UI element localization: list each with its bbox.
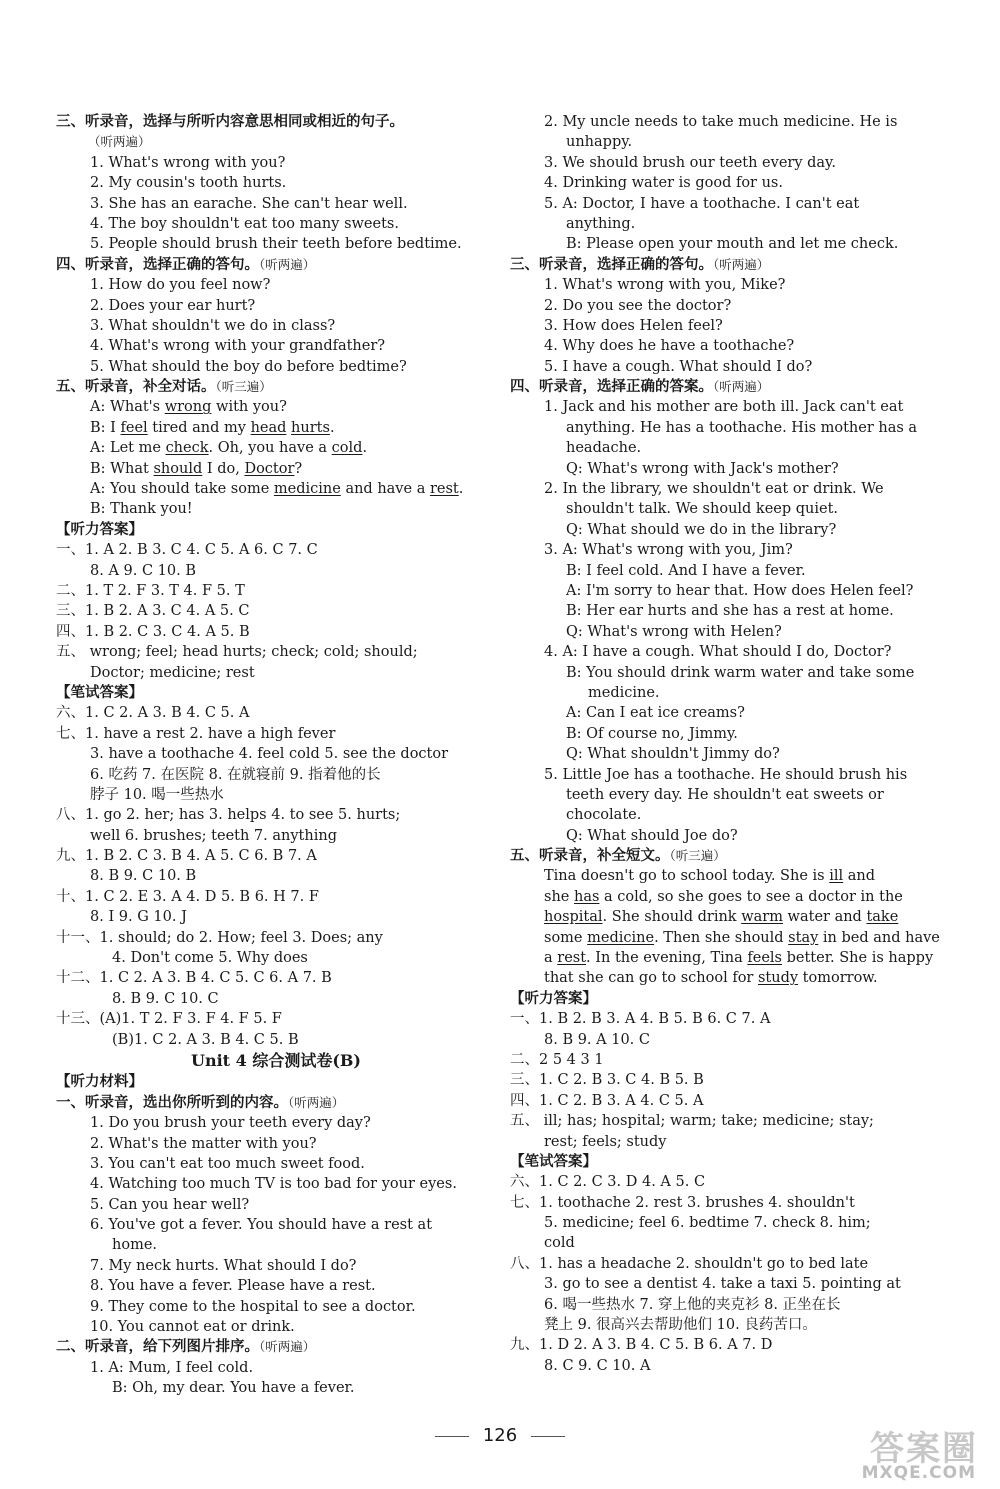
watermark-logo — [832, 1421, 982, 1483]
fill-in-answer: feels — [747, 950, 782, 967]
answer-line: 八、1. go 2. her; has 3. helps 4. to see 5. hurts; — [56, 807, 401, 824]
text-line: 9. They come to the hospital to see a doctor. — [90, 1298, 416, 1315]
text-line: 8. You have a fever. Please have a rest. — [90, 1278, 376, 1295]
fill-in-answer: Doctor — [244, 460, 295, 477]
text-line: 凳上 9. 很高兴去帮助他们 10. 良药苦口。 — [544, 1317, 817, 1334]
text-line: 8. I 9. G 10. J — [90, 909, 187, 926]
text-line: 1. What's wrong with you? — [90, 154, 286, 171]
fill-in-answer: warm — [741, 909, 783, 926]
answer-line: 一、1. B 2. B 3. A 4. B 5. B 6. C 7. A — [510, 1011, 771, 1028]
answer-line: 五、 ill; has; hospital; warm; take; medicine; stay; — [510, 1113, 874, 1130]
fill-in-answer: stay — [788, 929, 819, 946]
answer-line: 七、1. toothache 2. rest 3. brushes 4. shouldn't — [510, 1194, 855, 1211]
listen-times-note: （听三遍） — [669, 848, 726, 864]
section-heading — [510, 846, 942, 866]
fill-in-answer: study — [757, 970, 799, 987]
answer-line: 三、1. B 2. A 3. C 4. A 5. C — [56, 603, 250, 620]
text-line: 5. Little Joe has a toothache. He should brush his — [544, 766, 908, 783]
section-heading — [56, 1337, 496, 1357]
section-heading-text: 五、听录音，补全短文。 — [510, 848, 670, 865]
section-heading-text: 四、听录音，选择正确的答句。 — [56, 256, 259, 273]
text-line: 6. 吃药 7. 在医院 8. 在就寝前 9. 指着他的长 — [90, 766, 381, 783]
text-line: 3. go to see a dentist 4. take a taxi 5. pointing at — [544, 1276, 901, 1293]
text-line: 6. 喝一些热水 7. 穿上他的夹克衫 8. 正坐在长 — [544, 1296, 841, 1313]
text-line: anything. — [566, 215, 636, 232]
fill-in-answer: has — [573, 888, 600, 905]
text-line: well 6. brushes; teeth 7. anything — [90, 827, 337, 844]
section-heading-text: 三、听录音，选择正确的答句。 — [510, 256, 713, 273]
section-heading-text: 一、听录音，选出你所听到的内容。 — [56, 1094, 288, 1111]
text-line: B: Of course no, Jimmy. — [566, 725, 738, 742]
text-line: anything. He has a toothache. His mother has a — [566, 419, 918, 436]
text-line: Q: What shouldn't Jimmy do? — [566, 746, 780, 763]
text-line: rest; feels; study — [544, 1133, 667, 1150]
text-line: Q: What should we do in the library? — [566, 521, 837, 538]
text-line: teeth every day. He shouldn't eat sweets or — [566, 786, 884, 803]
text-line: 1. Jack and his mother are both ill. Jack can't eat — [544, 399, 904, 416]
listen-times-note: （听两遍） — [259, 1339, 316, 1355]
text-line: 2. My uncle needs to take much medicine. He is — [544, 114, 898, 130]
answer-line: 八、1. has a headache 2. shouldn't go to bed late — [510, 1255, 869, 1272]
text-line: 2. Does your ear hurt? — [90, 297, 256, 314]
text-line: 2. Do you see the doctor? — [544, 297, 732, 314]
section-heading-text: 三、听录音，选择与所听内容意思相同或相近的句子。 — [56, 114, 404, 130]
text-line: unhappy. — [566, 134, 633, 151]
answer-line: 六、1. C 2. C 3. D 4. A 5. C — [510, 1174, 706, 1191]
text-line: headache. — [566, 440, 642, 457]
fill-in-answer: hurts — [291, 419, 330, 436]
text-line: 8. A 9. C 10. B — [90, 562, 196, 579]
answer-line: 九、1. B 2. C 3. B 4. A 5. C 6. B 7. A — [56, 848, 317, 865]
text-line: Q: What's wrong with Jack's mother? — [566, 460, 839, 477]
watermark-text: MXQE.COM — [861, 1463, 976, 1483]
section-heading — [56, 377, 496, 397]
text-line: hospital. She should drink warm water and take — [544, 909, 899, 926]
page-number-text: 126 — [482, 1425, 518, 1446]
fill-in-answer: hospital — [544, 909, 603, 926]
text-line: 脖子 10. 喝一些热水 — [90, 786, 224, 803]
text-line: 4. Don't come 5. Why does — [112, 950, 308, 967]
answer-line: 二、2 5 4 3 1 — [510, 1051, 604, 1068]
section-heading — [510, 255, 942, 275]
text-line: 4. Watching too much TV is too bad for your eyes. — [90, 1176, 457, 1193]
text-line: 3. You can't eat too much sweet food. — [90, 1155, 365, 1172]
text-line: a rest. In the evening, Tina feels better. She is happy — [544, 950, 934, 967]
text-line: 2. What's the matter with you? — [90, 1135, 317, 1152]
text-line: B: Thank you! — [90, 501, 193, 518]
text-line: A: Can I eat ice creams? — [566, 705, 745, 722]
text-line: cold — [544, 1235, 575, 1252]
text-line: B: You should drink warm water and take some — [566, 664, 915, 681]
text-line: home. — [112, 1237, 158, 1254]
listen-times-note: （听两遍） — [88, 134, 151, 150]
text-line: 7. My neck hurts. What should I do? — [90, 1257, 357, 1274]
text-line: 5. Can you hear well? — [90, 1196, 250, 1213]
text-line: that she can go to school for study tomorrow. — [544, 970, 878, 987]
text-line: Q: What should Joe do? — [566, 827, 738, 844]
text-line: B: What should I do, Doctor? — [90, 460, 303, 477]
answer-line: 二、1. T 2. F 3. T 4. F 5. T — [56, 582, 245, 599]
footer-rule-left — [435, 1436, 469, 1437]
text-line: Doctor; medicine; rest — [90, 664, 255, 681]
text-line: A: What's wrong with you? — [90, 399, 287, 416]
text-line: 4. Why does he have a toothache? — [544, 338, 795, 355]
fill-in-answer: medicine — [273, 481, 341, 498]
text-line: 1. How do you feel now? — [90, 277, 271, 294]
listen-times-note: （听两遍） — [713, 256, 770, 272]
answer-line: 十三、(A)1. T 2. F 3. F 4. F 5. F — [56, 1011, 282, 1028]
text-line: Q: What's wrong with Helen? — [566, 623, 782, 640]
text-line: 4. A: I have a cough. What should I do, Doctor? — [544, 644, 892, 661]
fill-in-answer: take — [866, 909, 899, 926]
text-line: 10. You cannot eat or drink. — [90, 1319, 295, 1336]
section-heading — [56, 255, 496, 275]
text-line: B: I feel tired and my head hurts. — [90, 419, 335, 436]
text-line: chocolate. — [566, 807, 642, 824]
fill-in-answer: rest — [557, 950, 587, 967]
text-line: 2. My cousin's tooth hurts. — [90, 175, 287, 192]
fill-in-answer: ill — [829, 868, 844, 885]
answer-section-label: 【听力答案】 — [510, 990, 597, 1007]
text-line: medicine. — [588, 684, 660, 701]
text-line: 4. The boy shouldn't eat too many sweets. — [90, 215, 399, 232]
right-column — [510, 112, 942, 1376]
text-line: some medicine. Then she should stay in bed and have — [544, 929, 940, 946]
footer-rule-right — [531, 1436, 565, 1437]
text-line: A: Let me check. Oh, you have a cold. — [90, 440, 368, 457]
answer-line: 三、1. C 2. B 3. C 4. B 5. B — [510, 1072, 704, 1089]
fill-in-answer: head — [250, 419, 287, 436]
fill-in-answer: should — [153, 460, 203, 477]
section-heading-text: 四、听录音，选择正确的答案。 — [510, 379, 713, 396]
text-line: 8. B 9. C 10. B — [90, 868, 197, 885]
text-line: 1. A: Mum, I feel cold. — [90, 1359, 254, 1376]
section-heading — [510, 377, 942, 397]
text-line: she has a cold, so she goes to see a doctor in the — [544, 888, 903, 905]
text-line: 4. Drinking water is good for us. — [544, 175, 783, 192]
text-line: 5. People should brush their teeth before bedtime. — [90, 236, 462, 253]
text-line: 3. A: What's wrong with you, Jim? — [544, 542, 793, 559]
answer-line: 四、1. B 2. C 3. C 4. A 5. B — [56, 623, 250, 640]
text-line: A: You should take some medicine and have a rest. — [90, 481, 464, 498]
fill-in-answer: medicine — [587, 929, 655, 946]
listen-times-note: （听两遍） — [288, 1094, 345, 1110]
answer-line: 六、1. C 2. A 3. B 4. C 5. A — [56, 705, 250, 722]
text-line: 3. What shouldn't we do in class? — [90, 317, 336, 334]
text-line: 1. What's wrong with you, Mike? — [544, 277, 786, 294]
text-line: 4. What's wrong with your grandfather? — [90, 338, 386, 355]
text-line: 8. B 9. A 10. C — [544, 1031, 650, 1048]
answer-section-label: 【听力材料】 — [56, 1074, 143, 1091]
fill-in-answer: rest — [429, 481, 459, 498]
listen-times-note: （听两遍） — [259, 256, 316, 272]
text-line: B: Oh, my dear. You have a fever. — [112, 1380, 355, 1397]
text-line: A: I'm sorry to hear that. How does Helen feel? — [566, 582, 914, 599]
text-line: Tina doesn't go to school today. She is ill and — [544, 868, 876, 885]
answer-section-label: 【笔试答案】 — [510, 1153, 597, 1170]
text-line: 5. I have a cough. What should I do? — [544, 358, 813, 375]
text-line: 3. She has an earache. She can't hear well. — [90, 195, 408, 212]
text-line: B: Her ear hurts and she has a rest at home. — [566, 603, 894, 620]
text-line: B: Please open your mouth and let me check. — [566, 236, 899, 253]
fill-in-answer: check — [165, 440, 209, 457]
unit-title: Unit 4 综合测试卷(B) — [191, 1050, 361, 1070]
left-column — [56, 112, 496, 1399]
section-heading-text: 二、听录音，给下列图片排序。 — [56, 1339, 259, 1356]
answer-line: 十、1. C 2. E 3. A 4. D 5. B 6. H 7. F — [56, 888, 319, 905]
answer-line: 七、1. have a rest 2. have a high fever — [56, 725, 336, 742]
text-line: 6. You've got a fever. You should have a rest at — [90, 1217, 433, 1234]
text-line: 8. B 9. C 10. C — [112, 990, 219, 1007]
text-line: 5. What should the boy do before bedtime? — [90, 358, 407, 375]
text-line: shouldn't talk. We should keep quiet. — [566, 501, 839, 518]
fill-in-answer: wrong — [164, 399, 212, 416]
answer-section-label: 【听力答案】 — [56, 521, 143, 538]
text-line: 3. How does Helen feel? — [544, 317, 723, 334]
text-line: 5. medicine; feel 6. bedtime 7. check 8. him; — [544, 1215, 871, 1232]
text-line: 5. A: Doctor, I have a toothache. I can't eat — [544, 195, 860, 212]
text-line: B: I feel cold. And I have a fever. — [566, 562, 806, 579]
answer-line: 一、1. A 2. B 3. C 4. C 5. A 6. C 7. C — [56, 542, 318, 559]
listen-times-note: （听三遍） — [215, 379, 272, 395]
fill-in-answer: feel — [120, 419, 148, 436]
fill-in-answer: cold — [331, 440, 363, 457]
answer-line: 十一、1. should; do 2. How; feel 3. Does; any — [56, 929, 383, 946]
text-line: 2. In the library, we shouldn't eat or drink. We — [544, 481, 884, 498]
section-heading — [56, 1093, 496, 1113]
answer-line: 九、1. D 2. A 3. B 4. C 5. B 6. A 7. D — [510, 1337, 773, 1354]
text-line: 3. We should brush our teeth every day. — [544, 154, 836, 171]
answer-line: 五、 wrong; feel; head hurts; check; cold; should; — [56, 644, 418, 661]
answer-line: 四、1. C 2. B 3. A 4. C 5. A — [510, 1092, 704, 1109]
listen-times-note: （听两遍） — [713, 379, 770, 395]
section-heading — [56, 112, 496, 132]
text-line: (B)1. C 2. A 3. B 4. C 5. B — [112, 1031, 299, 1048]
text-line: 3. have a toothache 4. feel cold 5. see the doctor — [90, 746, 449, 763]
section-heading-text: 五、听录音，补全对话。 — [56, 379, 216, 396]
answer-section-label: 【笔试答案】 — [56, 684, 143, 701]
answer-line: 十二、1. C 2. A 3. B 4. C 5. C 6. A 7. B — [56, 970, 332, 987]
text-line: 8. C 9. C 10. A — [544, 1357, 651, 1374]
text-line: 1. Do you brush your teeth every day? — [90, 1115, 371, 1132]
watermark-glyphs: 答案圈 — [870, 1429, 978, 1469]
